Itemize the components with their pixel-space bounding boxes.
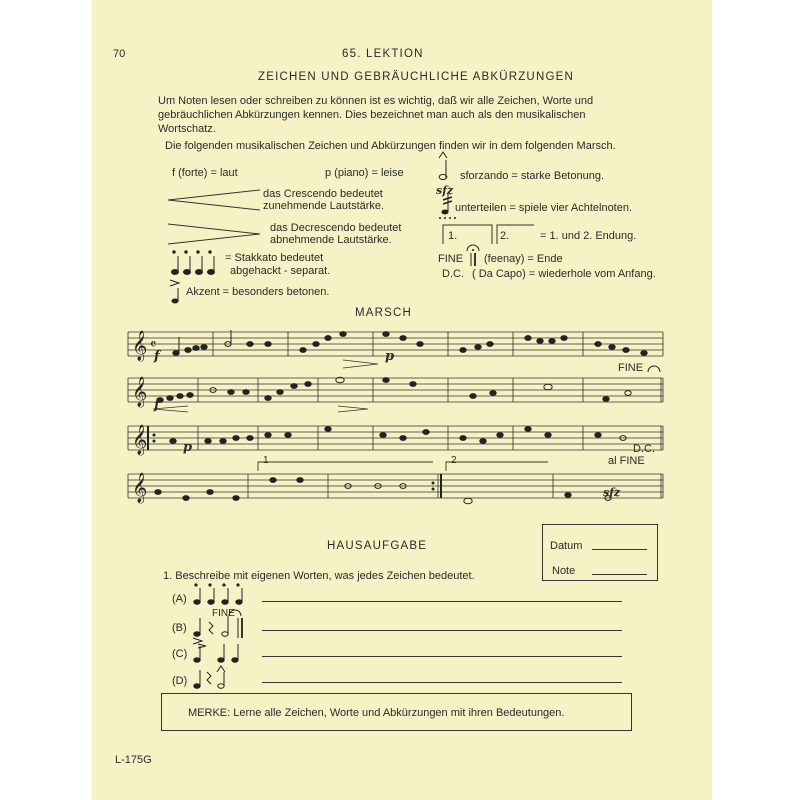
- footer-code: L-175G: [115, 754, 152, 766]
- homework-question: 1. Beschreibe mit eigenen Worten, was jedes Zeichen bedeutet.: [163, 570, 475, 582]
- staccato-notes-icon: [170, 250, 222, 276]
- march-ending-2: 2: [451, 455, 457, 466]
- merke-text: MERKE: Lerne alle Zeichen, Worte und Abkürzungen mit ihren Bedeutungen.: [188, 707, 565, 719]
- date-label: Datum: [550, 540, 583, 552]
- answer-line-b[interactable]: [262, 630, 622, 631]
- date-field[interactable]: [592, 549, 647, 550]
- answer-line-c[interactable]: [262, 656, 622, 657]
- dynamic-forte-1: f: [154, 349, 160, 364]
- page-title: ZEICHEN UND GEBRÄUCHLICHE ABKÜRZUNGEN: [258, 71, 574, 83]
- ending-2-label: 2.: [500, 230, 510, 242]
- fine-example-icon: [193, 610, 253, 638]
- march-title: MARSCH: [355, 307, 413, 319]
- intro-line-3: Wortschatz.: [158, 123, 216, 135]
- svg-text:𝄞: 𝄞: [132, 425, 148, 455]
- svg-text:𝄞: 𝄞: [132, 377, 148, 407]
- staccato-text-1: = Stakkato bedeutet: [225, 252, 324, 264]
- note-label: Note: [552, 565, 576, 577]
- item-b-label: (B): [172, 622, 187, 634]
- sforzando-text: sforzando = starke Betonung.: [460, 170, 605, 182]
- fine-label: FINE: [438, 253, 464, 265]
- svg-text:𝄞: 𝄞: [132, 473, 148, 503]
- dynamic-forte-2: f: [154, 398, 160, 413]
- dc-label: D.C.: [442, 268, 464, 280]
- decrescendo-icon: [168, 222, 263, 246]
- accent-example-icon: [193, 636, 253, 664]
- crescendo-text-1: das Crescendo bedeutet: [263, 188, 383, 200]
- staccato-text-2: abgehackt - separat.: [230, 265, 331, 277]
- dc-text: ( Da Capo) = wiederhole vom Anfang.: [472, 268, 656, 280]
- item-d-label: (D): [172, 675, 188, 687]
- piano-explanation: p (piano) = leise: [325, 167, 404, 179]
- sfz-symbol: sfz: [436, 184, 454, 197]
- march-ending-1: 1: [263, 455, 269, 466]
- march-fine-label: FINE: [618, 362, 644, 374]
- divide-text: unterteilen = spiele vier Achtelnoten.: [455, 202, 633, 214]
- fine-text: (feenay) = Ende: [484, 253, 563, 265]
- intro-line-2: gebräuchlichen Abkürzungen kennen. Dies bezeichnet man auch als den musikalischen: [158, 109, 586, 121]
- accent-note-icon: [170, 280, 184, 304]
- dynamic-piano-1: p: [385, 349, 395, 364]
- svg-text:𝄞: 𝄞: [132, 331, 148, 361]
- item-c-label: (C): [172, 648, 188, 660]
- staccato-notes-icon-a: [193, 584, 257, 606]
- march-dc-label: D.C.: [633, 443, 655, 455]
- sfz-example-icon: [193, 666, 238, 692]
- item-a-label: (A): [172, 593, 187, 605]
- intro-line-1: Um Noten lesen oder schreiben zu können ist es wichtig, daß wir alle Zeichen, Worte und: [158, 95, 594, 107]
- item-b-fine-label: FINE: [212, 608, 235, 619]
- ending-text: = 1. und 2. Endung.: [540, 230, 637, 242]
- march-sfz-label: sfz: [603, 486, 621, 499]
- homework-title: HAUSAUFGABE: [327, 540, 428, 552]
- accent-text: Akzent = besonders betonen.: [186, 286, 330, 298]
- crescendo-icon: [168, 188, 263, 212]
- lesson-heading: 65. LEKTION: [342, 48, 424, 60]
- page-number: 70: [113, 48, 126, 60]
- svg-text:𝄴: 𝄴: [150, 337, 157, 353]
- decrescendo-text-1: das Decrescendo bedeutet: [270, 222, 402, 234]
- march-al-fine-label: al FINE: [608, 455, 645, 467]
- intro-line-4: Die folgenden musikalischen Zeichen und Abkürzungen finden wir in dem folgenden Marsch.: [165, 140, 616, 152]
- fermata-barline-icon: [466, 244, 480, 266]
- decrescendo-text-2: abnehmende Lautstärke.: [270, 234, 392, 246]
- dynamic-piano-2: p: [183, 440, 193, 455]
- dots-icon: [438, 216, 458, 222]
- crescendo-text-2: zunehmende Lautstärke.: [263, 200, 385, 212]
- ending-1-label: 1.: [448, 230, 458, 242]
- answer-line-d[interactable]: [262, 682, 622, 683]
- answer-line-a[interactable]: [262, 601, 622, 602]
- sforzando-note-icon: [437, 152, 451, 182]
- march-score: [128, 320, 668, 510]
- divide-note-icon: [438, 192, 452, 218]
- note-field[interactable]: [592, 574, 647, 575]
- forte-explanation: f (forte) = laut: [172, 167, 238, 179]
